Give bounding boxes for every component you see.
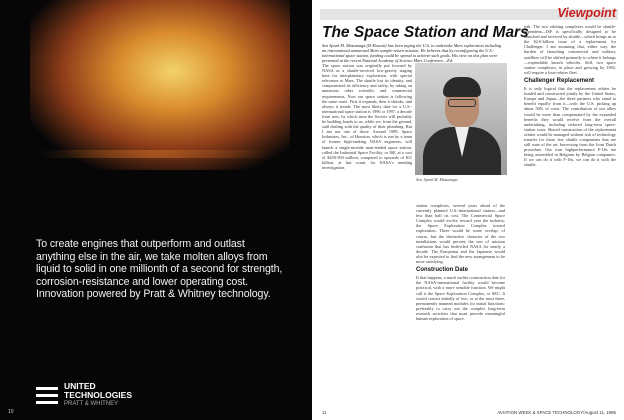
left-page-number: 10 <box>8 409 14 415</box>
column-2 <box>416 203 505 321</box>
column-1-text: The space station was originally put forward by NASA as a shuttle-serviced low-gravity staging base for interplanetary exploration, with special relevance to Mars. The shuttle lost its identity, and compromised its efficiency and safety, by taking on numerous other scientific and commercial requirements. Now our space station is following the same route. First it expands, then it shrinks, and always it trends. The most likely date for a U.S.-international space station is 1996 or 1997, a decade from now, by which time the Soviets will probably be building bonds to us, while we, from the ground, stall dealing with the quality of their plumbing. But I am not one of those. Around 1989, Space Industries, Inc., of Houston, which is run by a team of former high-ranking NASA engineers, will launch a single-module man-tended space station, called the Industrial Space Facility, or ISF, at a cost of $200-300 million, compared to upwards of $11 billion, at last count, for NASA's trending investigation. <box>322 63 412 170</box>
subhead-construction: Construction Date <box>416 267 469 274</box>
article-headline: The Space Station and Mars <box>322 24 529 41</box>
logo-line-1: UNITED <box>64 381 96 391</box>
subhead-challenger: Challenger Replacement <box>524 77 595 84</box>
logo-text <box>64 382 132 409</box>
column-3 <box>524 24 616 168</box>
section-label: Viewpoint <box>557 6 616 20</box>
portrait-caption: Sen. Spark M. Matsunaga <box>416 177 458 182</box>
column-1 <box>322 63 412 170</box>
footer-page-number: 11 <box>322 410 327 415</box>
logo-line-2: TECHNOLOGIES <box>64 390 133 400</box>
logo-mark-icon <box>36 385 58 407</box>
glasses-icon <box>448 99 476 107</box>
ad-copy: To create engines that outperform and outlast anything else in the air, we take molten alloys from liquid to solid in one millionth of a second for strength, corrosion-resistance and lower operating cost. Innovation powered by Pratt & Whitney technology. <box>36 238 283 300</box>
construction-text: If that happens, a much earlier construction date for the NASA-international facility would become practical, with a more sensible function. We might call it the Space Exploration Complex, or SEC. It would consist initially of two, or at the most three, permanently manned modules for initial functions: preferably to carry out the complex long-term research activities that must precede meaningful human exploration of space. <box>416 275 505 321</box>
page-footer <box>322 410 616 415</box>
footer-publication: AVIATION WEEK & SPACE TECHNOLOGY/August 11, 1986 <box>497 410 616 415</box>
author-portrait <box>415 63 507 175</box>
united-technologies-logo <box>36 382 132 409</box>
column-2-text: station complexes, several years ahead of the currently planned U.S.-international station—and less than half its cost. The Commercial Space Complex would evolve toward year the industry, the Space Exploration Complex toward exploration. There would be some overlap, of course, but the distinctive character of the two installations would prevent the sort of mission confusion that has bedeviled NASA for nearly a decade. The Europeans and the Japanese would also be expected to find the new arrangement to be more satisfying. <box>416 203 505 265</box>
molten-metal-image <box>30 0 290 170</box>
article-page <box>312 0 624 420</box>
light-streak <box>40 150 270 158</box>
challenger-text: It is only logical that the replacement orbiter be funded and constructed jointly by the United States, Europe and Japan—the three partners who stand to benefit equally from it—with the U.S. picking up about 50% of costs. The contribution of our allies would be more than compensated by the expanded benefits they would receive from the overall undertaking, including reduced long-term space-station costs. Shared construction of the replacement orbiter would be managed without risk of technology transfer for those few shuttle components that are still state of the art, borrowing from the Joint Dutch procedure. Our own highperformance F-16s are being assembled in Belgium by Belgian companies. If we can do it with F-16s, we can do it with the shuttle. <box>524 86 616 168</box>
column-3-text: risk. The two orbiting complexes would be shuttle-dependent—ISF is specifically designed to be launched and serviced by shuttle—which brings us to the $2.6-billion issue of a replacement for Challenger. I am assuming that, either way, the burden of launching commercial and military satellites will be shifted primarily to where it belongs—expendable launch vehicles. Still, two space station complexes, in place and growing by 1992, will require a four-orbiter fleet. <box>524 24 617 75</box>
logo-line-3: PRATT & WHITNEY <box>64 401 119 407</box>
article-intro: Sen Spark M. Matsunaga (D-Hawaii) has been urging the U.S. to undertake Mars exploration including an international unmanned Mars sample-return mission. He believes that by reconfiguring the U.S.-international space station, funding could be spread to achieve such goals. His view on this plan were presented at the recent National Academy of Science Mars Conference—Ed. <box>322 43 501 64</box>
